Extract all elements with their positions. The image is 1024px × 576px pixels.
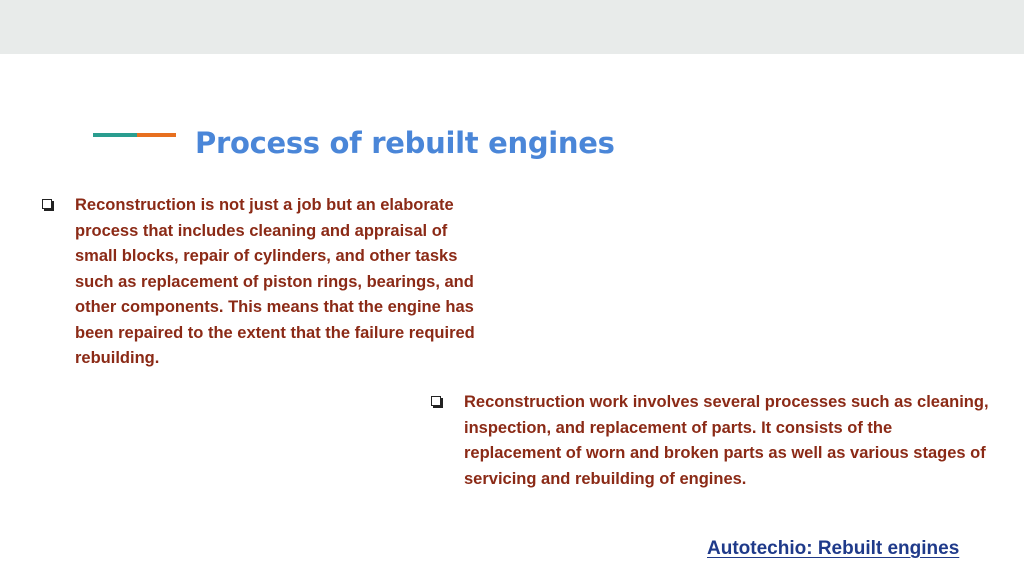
top-band <box>0 0 1024 54</box>
bullet-text-2: Reconstruction work involves several processes such as cleaning, inspection, and replacement of parts. It consists of the replacement of worn and broken parts as well as various stages of servicing and rebuilding of engines. <box>464 393 989 488</box>
bullet-text-1: Reconstruction is not just a job but an elaborate process that includes cleaning and appraisal of small blocks, repair of cylinders, and other tasks such as replacement of piston rings, bearings, and other components. This means that the engine has been repaired to the extent that the failure required rebuilding. <box>75 196 475 367</box>
title-accent-orange <box>137 133 176 137</box>
slide-title: Process of rebuilt engines <box>195 126 615 160</box>
bullet-item-2 <box>431 390 991 492</box>
checkbox-bullet-icon <box>42 199 52 209</box>
source-link[interactable]: Autotechio: Rebuilt engines <box>707 538 960 559</box>
title-accent-teal <box>93 133 137 137</box>
bullet-item-1 <box>42 193 492 372</box>
checkbox-bullet-icon <box>431 396 441 406</box>
